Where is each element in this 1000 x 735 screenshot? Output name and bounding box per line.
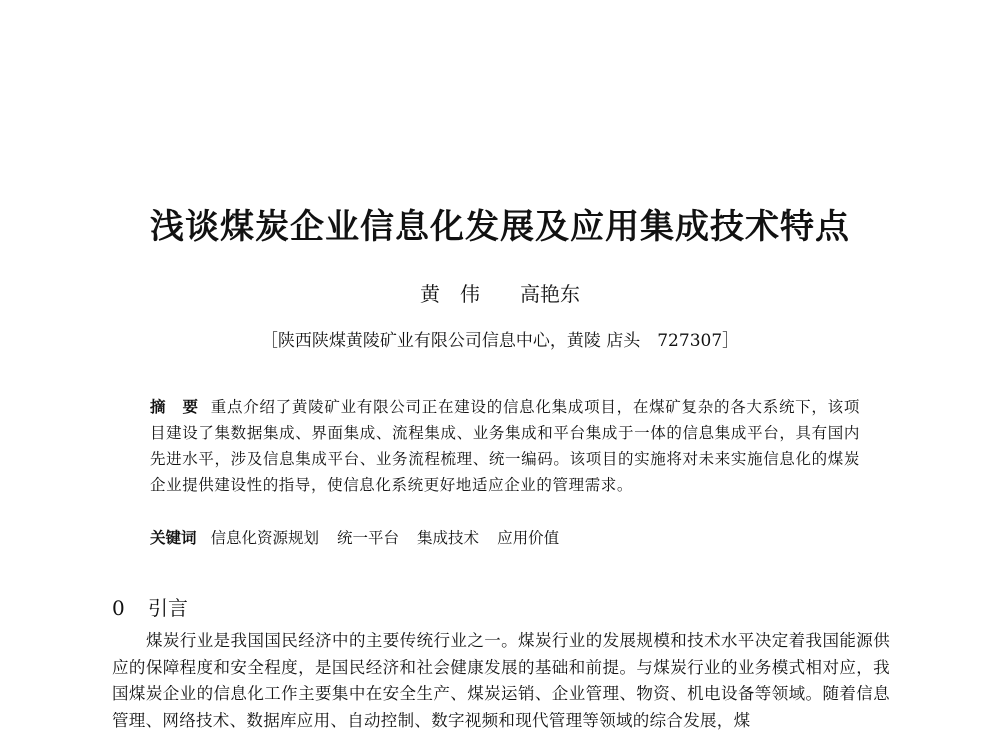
- section-number: 0: [112, 596, 125, 620]
- abstract-text: 重点介绍了黄陵矿业有限公司正在建设的信息化集成项目，在煤矿复杂的各大系统下，该项目建设了集数据集成、界面集成、流程集成、业务集成和平台集成于一体的信息集成平台，具有国内先进水平，涉及信息集成平台、业务流程梳理、统一编码。该项目的实施将对未来实施信息化的煤炭企业提供建设性的指导，使信息化系统更好地适应企业的管理需求。: [150, 398, 860, 494]
- keywords-block: [150, 525, 860, 551]
- keyword-item: 统一平台: [337, 529, 400, 547]
- keywords-label: 关键词: [150, 528, 197, 547]
- author-affiliation: ［陕西陕煤黄陵矿业有限公司信息中心，黄陵 店头 727307］: [260, 331, 740, 351]
- section-heading: [112, 594, 188, 622]
- keyword-item: 集成技术: [417, 529, 480, 547]
- keyword-item: 应用价值: [497, 529, 560, 547]
- paper-title: 浅谈煤炭企业信息化发展及应用集成技术特点: [150, 207, 850, 247]
- body-paragraph: 煤炭行业是我国国民经济中的主要传统行业之一。煤炭行业的发展规模和技术水平决定着我国能源供应的保障程度和安全程度，是国民经济和社会健康发展的基础和前提。与煤炭行业的业务模式相对应，我国煤炭企业的信息化工作主要集中在安全生产、煤炭运销、企业管理、物资、机电设备等领域。随着信息管理、网络技术、数据库应用、自动控制、数字视频和现代管理等领域的综合发展，煤: [112, 631, 890, 730]
- author-list: 黄 伟 高艳东: [420, 282, 580, 306]
- keyword-item: 信息化资源规划: [210, 529, 320, 547]
- abstract-label: 摘 要: [150, 397, 199, 416]
- section-title: 引言: [148, 596, 188, 620]
- abstract-block: [150, 394, 860, 498]
